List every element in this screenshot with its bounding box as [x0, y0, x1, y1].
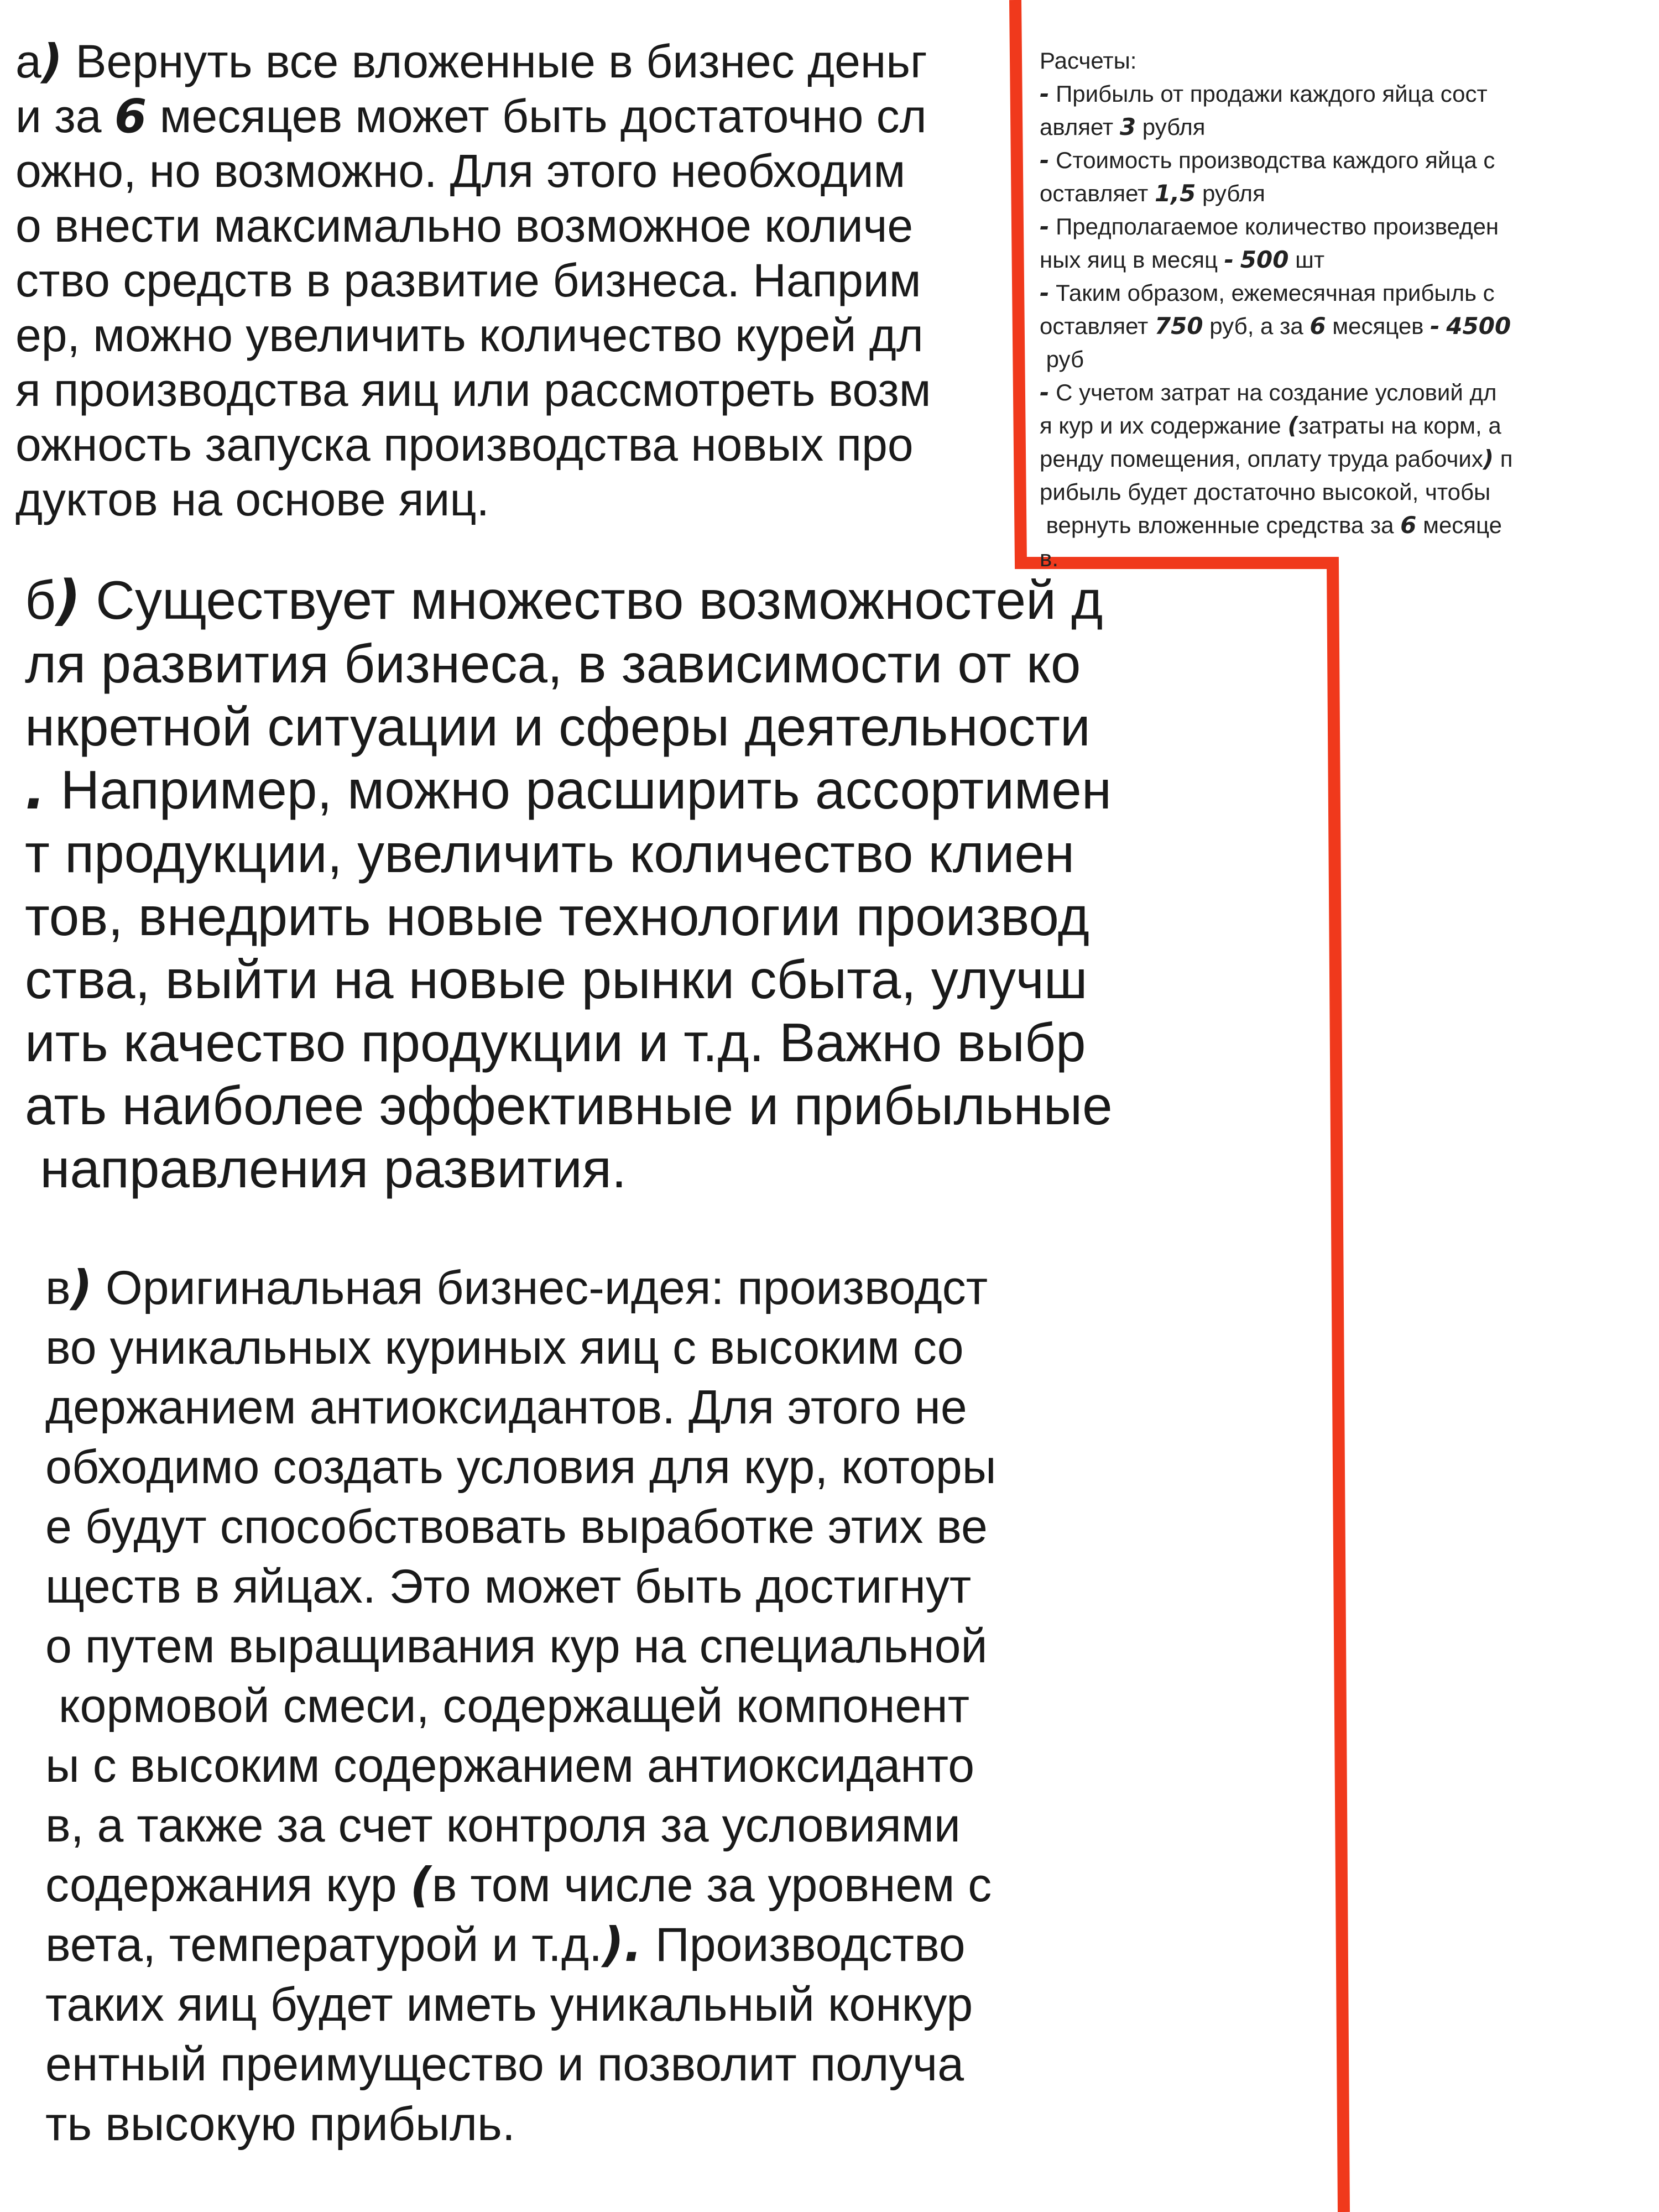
calc-dash-4: -: [1040, 279, 1050, 306]
paragraph-c: [45, 1258, 997, 2154]
calc-close-paren: ): [1483, 445, 1494, 472]
calc-line-5-mid: затраты на корм, а ренду помещения, оплату труда рабочих: [1040, 413, 1501, 472]
calc-dash-3b: -: [1224, 246, 1234, 273]
calc-total-profit: 4500: [1446, 312, 1511, 340]
calc-line-4: Таким образом, ежемесячная прибыль с оставляет: [1040, 280, 1495, 339]
paragraph-b-paren: ): [56, 569, 81, 632]
calc-monthly-profit: 750: [1154, 312, 1203, 340]
paragraph-a-months: 6: [114, 89, 147, 143]
paragraph-b: [25, 568, 1113, 1200]
calc-price: 3: [1119, 113, 1136, 140]
calc-dash-4b: -: [1430, 312, 1440, 340]
paragraph-a: [15, 34, 931, 527]
calc-line-4-end: руб: [1046, 346, 1084, 372]
calc-cost: 1,5: [1154, 180, 1196, 207]
calc-months-2: 6: [1400, 512, 1417, 539]
paragraph-c-text-2: в том числе за уровнем с вета, температурой и т.д.: [45, 1859, 992, 1971]
calc-line-2-end: рубля: [1202, 180, 1265, 206]
calc-dash-2: -: [1040, 147, 1050, 174]
calc-line-3: Предполагаемое количество произведен ных яиц в месяц: [1040, 213, 1499, 273]
paragraph-b-dot: .: [25, 759, 46, 822]
calc-dash-1: -: [1040, 80, 1050, 107]
calc-line-5-mid2: п рибыль будет достаточно высокой, чтобы вернуть вложенные средства за: [1040, 446, 1513, 538]
paragraph-a-marker: а: [15, 35, 41, 87]
paragraph-c-text-3: Производство таких яиц будет иметь уникальный конкур ентный преимущество и позволит получа ть высокую прибыль.: [45, 1918, 973, 2151]
paragraph-b-text-1: Существует множество возможностей д ля развития бизнеса, в зависимости от ко нкретной ситуации и сферы деятельности: [25, 570, 1103, 757]
paragraph-b-text-2: Например, можно расширить ассортимен т продукции, увеличить количество клиен тов, внедрить новые технологии производ ства, выйти на новые рынки сбыта, улучш ить качество продукции и т.д. Важно выбр ать наиболее эффективные и прибыльные направления развития.: [25, 759, 1113, 1199]
calculations-block: [1040, 44, 1512, 575]
paragraph-a-paren: ): [41, 34, 63, 88]
paragraph-a-text-1: Вернуть все вложенные в бизнес деньг и за: [15, 35, 927, 142]
calc-dash-3: -: [1040, 213, 1050, 240]
calc-line-1: Прибыль от продажи каждого яйца сост авляет: [1040, 81, 1488, 140]
calc-line-4-mid2: месяцев: [1326, 313, 1431, 339]
calc-dash-5: -: [1040, 379, 1050, 406]
calculations-title: Расчеты:: [1040, 48, 1137, 74]
paragraph-c-close-paren: ).: [602, 1917, 642, 1973]
paragraph-c-marker: в: [45, 1261, 71, 1314]
paragraph-c-text-1: Оригинальная бизнес-идея: производст во уникальных куриных яиц с высоким со держанием антиоксидантов. Для этого не обходимо создать условия для кур, которы е будут способствовать выработке этих ве ществ в яйцах. Это может быть достигнут о путем выращивания кур на специальной кормовой смеси, содержащей компонент ы с высоким содержанием антиоксиданто в, а также за счет контроля за условиями содержания кур: [45, 1261, 997, 1912]
calc-line-4-mid: руб, а за: [1203, 313, 1310, 339]
calc-open-paren: (: [1287, 412, 1298, 439]
paragraph-c-paren: ): [70, 1260, 92, 1316]
calc-line-2: Стоимость производства каждого яйца с оставляет: [1040, 147, 1495, 206]
calc-line-1-end: рубля: [1142, 114, 1206, 140]
calc-line-5: С учетом затрат на создание условий дл я кур и их содержание: [1040, 379, 1497, 439]
calc-quantity: 500: [1240, 246, 1289, 273]
calc-months: 6: [1310, 312, 1326, 340]
paragraph-a-text-2: месяцев может быть достаточно сл ожно, но возможно. Для этого необходим о внести максимально возможное количе ство средств в развитие бизнеса. Наприм ер, можно увеличить количество курей дл я производства яиц или рассмотреть возм ожность запуска производства новых про дуктов на основе яиц.: [15, 90, 931, 525]
paragraph-c-open-paren: (: [410, 1858, 432, 1913]
calc-line-3-end: шт: [1295, 247, 1325, 273]
paragraph-b-marker: б: [25, 570, 56, 630]
calc-line-5-end: месяце в.: [1040, 512, 1502, 571]
